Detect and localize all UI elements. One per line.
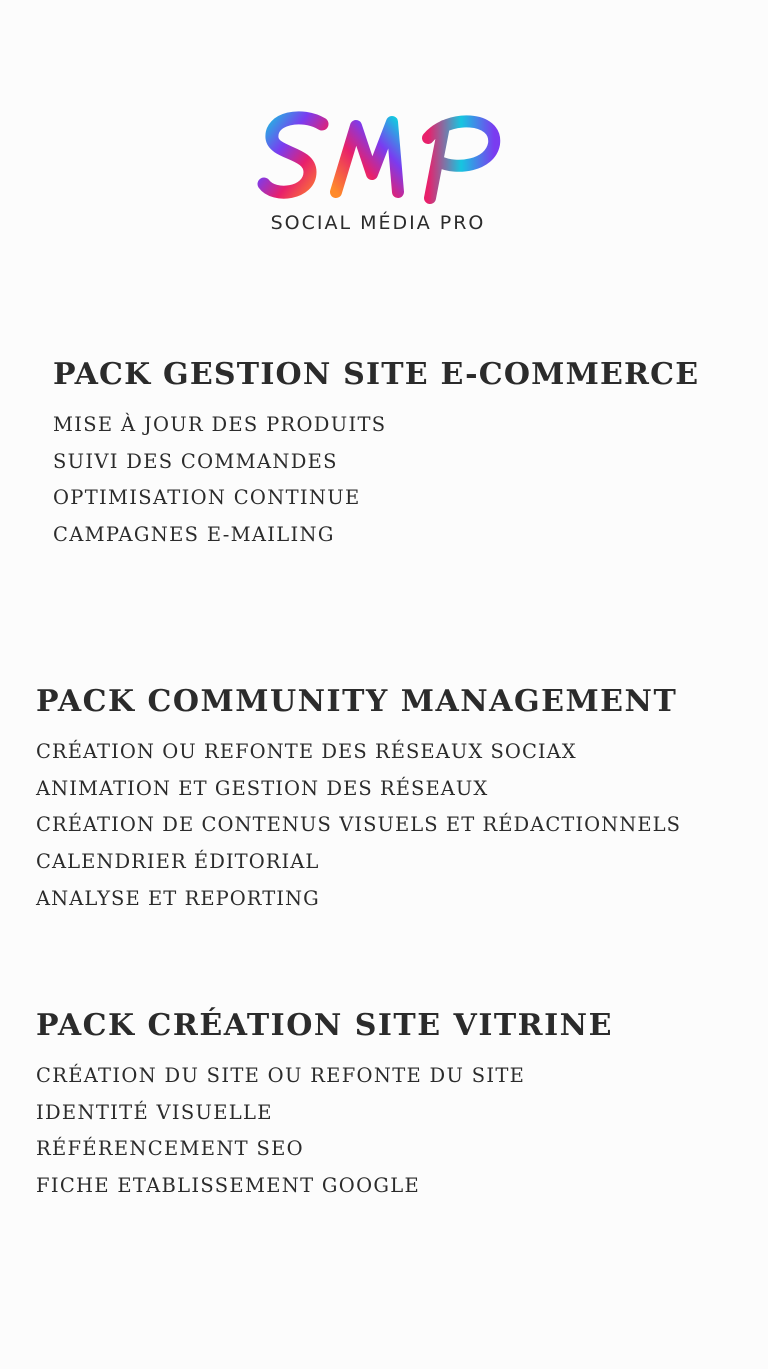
brand-logo — [252, 108, 516, 240]
pack-item: CRÉATION DE CONTENUS VISUELS ET RÉDACTIONNELS — [36, 813, 682, 837]
pack-item-list — [36, 734, 681, 918]
pack-item: ANALYSE ET REPORTING — [36, 886, 320, 910]
pack-community-management — [36, 684, 681, 918]
pack-title: PACK GESTION SITE E-COMMERCE — [53, 357, 700, 392]
pack-item: SUIVI DES COMMANDES — [53, 449, 338, 473]
brand-tagline: SOCIAL MÉDIA PRO — [270, 212, 486, 234]
pack-item: FICHE ETABLISSEMENT GOOGLE — [36, 1174, 421, 1198]
pack-item: CALENDRIER ÉDITORIAL — [36, 850, 320, 874]
pack-item: CRÉATION OU REFONTE DES RÉSEAUX SOCIAX — [36, 740, 577, 763]
pack-item: OPTIMISATION CONTINUE — [53, 486, 361, 510]
pack-title: PACK CRÉATION SITE VITRINE — [36, 1008, 613, 1043]
pack-item: RÉFÉRENCEMENT SEO — [36, 1137, 304, 1161]
pack-item: CRÉATION DU SITE OU REFONTE DU SITE — [36, 1064, 526, 1087]
pack-item-list — [53, 407, 699, 554]
pack-title: PACK COMMUNITY MANAGEMENT — [36, 684, 678, 719]
pack-ecommerce — [53, 357, 699, 554]
pack-item: ANIMATION ET GESTION DES RÉSEAUX — [36, 776, 489, 800]
pack-item: CAMPAGNES E-MAILING — [53, 523, 335, 547]
pack-item: IDENTITÉ VISUELLE — [36, 1100, 273, 1124]
smp-logo-icon — [252, 108, 516, 208]
pack-item: MISE À JOUR DES PRODUITS — [53, 413, 387, 436]
pack-site-vitrine — [36, 1008, 613, 1205]
pack-item-list — [36, 1058, 613, 1205]
